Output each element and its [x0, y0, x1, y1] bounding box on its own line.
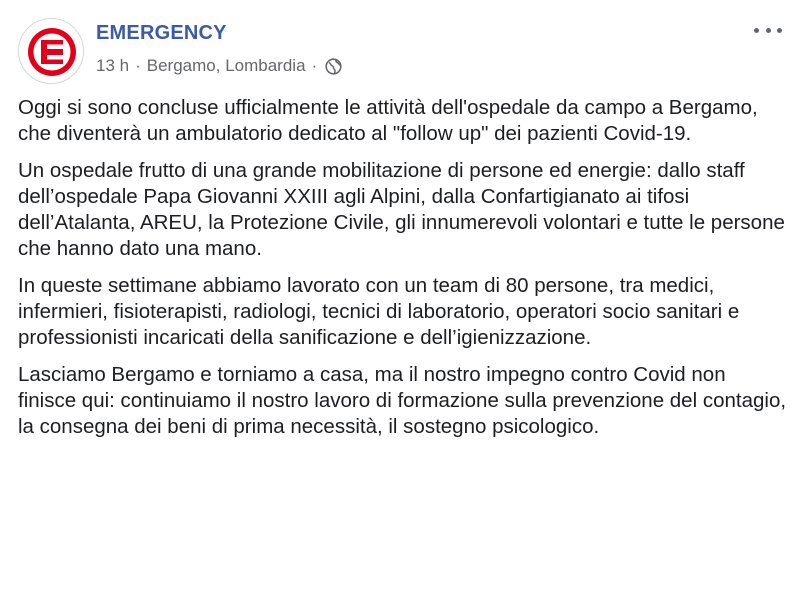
more-dot	[766, 28, 771, 33]
avatar[interactable]	[18, 18, 84, 84]
more-dot	[777, 28, 782, 33]
post-location[interactable]: Bergamo, Lombardia	[146, 56, 306, 75]
meta-separator: ·	[135, 56, 141, 75]
emergency-logo-icon	[19, 19, 84, 84]
post-meta	[96, 56, 342, 76]
post-paragraph: Oggi si sono concluse ufficialmente le attività dell'ospedale da campo a Bergamo, che diventerà un ambulatorio dedicato al "follow up" dei pazienti Covid-19.	[18, 96, 758, 145]
more-options-icon[interactable]	[754, 20, 782, 40]
meta-separator-2: ·	[311, 56, 318, 75]
globe-icon[interactable]	[325, 58, 342, 75]
post-paragraph: In queste settimane abbiamo lavorato con un team di 80 persone, tra medici, infermieri, fisioterapisti, radiologi, tecnici di laboratorio, operatori socio sanitari e professionisti incaricati della sanificazione e dell’igienizzazione.	[18, 274, 740, 349]
post-header	[18, 18, 782, 84]
post-time[interactable]: 13 h	[96, 56, 130, 75]
post-paragraph: Un ospedale frutto di una grande mobilitazione di persone ed energie: dallo staff dell’ospedale Papa Giovanni XXIII agli Alpini, dalla Confartigianato ai tifosi dell’Atalanta, AREU, la Protezione Civile, gli innumerevoli volontari e tutte le persone che hanno dato una mano.	[18, 159, 785, 260]
post-paragraph: Lasciamo Bergamo e torniamo a casa, ma il nostro impegno contro Covid non finisce qui: continuiamo il nostro lavoro di formazione sulla prevenzione del contagio, la consegna dei beni di prima necessità, il sostegno psicologico.	[18, 363, 787, 438]
author-name[interactable]: EMERGENCY	[96, 22, 227, 44]
post-text	[18, 95, 788, 451]
more-dot	[754, 28, 759, 33]
